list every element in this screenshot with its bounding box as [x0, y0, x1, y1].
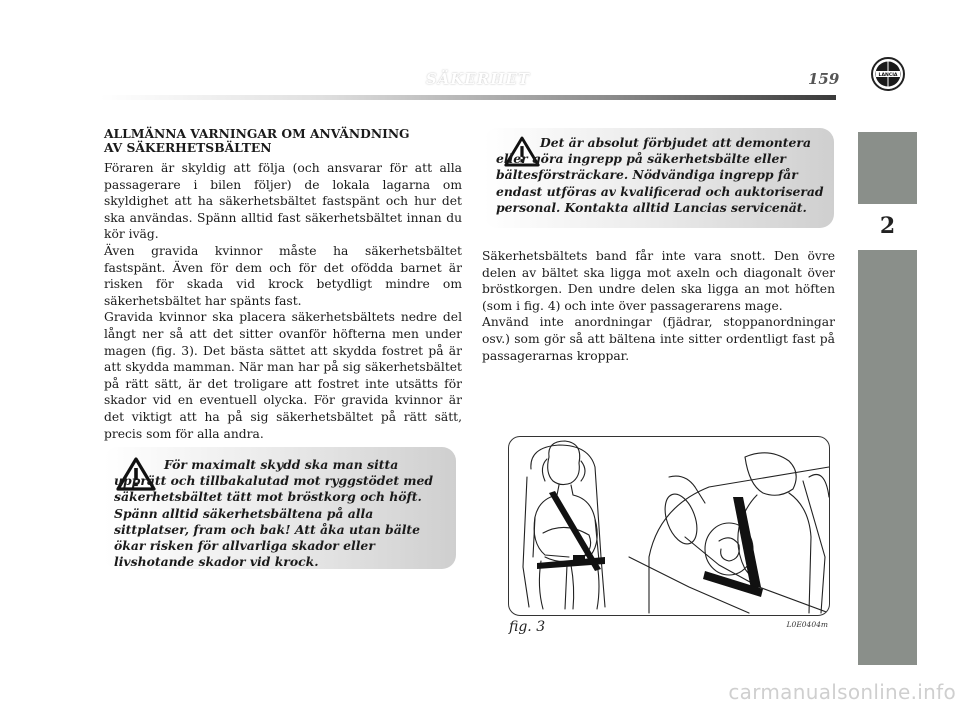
right-column — [482, 248, 835, 364]
warning-text: För maximalt skydd ska man sitta upprätt och tillbakalutad mot ryggstödet med säkerhetsbältet tätt mot bröstkorg och höft. Spänn alltid säkerhetsbältena på alla sittplatser, fram och bak! Att åka utan bälte ökar risken för allvarliga skador eller livshotande skador vid krock. — [114, 457, 434, 570]
paragraph: Även gravida kvinnor måste ha säkerhetsbältet fastspänt. Även för dem och för det ofödda barnet är risken för skada vid krock betydligt mindre om säkerhetsbältet har spänts fast. — [104, 243, 462, 308]
paragraph: Gravida kvinnor ska placera säkerhetsbältets nedre del långt ner så att det sitter ovanför höfterna men under magen (fig. 3). Det bästa sättet att skydda fostret på är att skydda mamman. När man har på sig säkerhetsbältet på rätt sätt, är det troligare att fostret inte utsätts för skador vid en eventuell olycka. För gravida kvinnor är det viktigt att ha på sig säkerhetsbältet på rätt sätt, precis som för alla andra. — [104, 310, 462, 441]
left-column — [104, 127, 462, 442]
paragraph: Säkerhetsbältets band får inte vara snott. Den övre delen av bältet ska ligga mot axeln och diagonalt över bröstkorgen. Den undre delen ska ligga an mot höften (som i fig. 4) och inte över passagerarens mage. — [482, 249, 835, 313]
chapter-sidebar — [858, 44, 917, 665]
heading-line-2: AV SÄKERHETSBÄLTEN — [104, 140, 272, 155]
warning-box — [484, 128, 834, 228]
section-heading — [104, 127, 462, 155]
figure-pregnant-seatbelt — [508, 436, 830, 616]
warning-text: Det är absolut förbjudet att demontera eller göra ingrepp på säkerhetsbälte eller bältesförsträckare. Nödvändiga ingrepp får endast utföras av kvalificerad och auktoriserad personal. Kontakta alltid Lancias servicenät. — [496, 135, 824, 215]
warning-box — [104, 447, 456, 569]
figure-code: L0E0404m — [786, 620, 828, 629]
watermark: carmanualsonline.info — [728, 680, 956, 704]
header-rule — [100, 95, 836, 100]
svg-text:LANCIA: LANCIA — [878, 73, 898, 78]
chapter-tab — [858, 204, 917, 250]
logo-box — [858, 44, 917, 132]
paragraph: Använd inte anordningar (fjädrar, stoppanordningar osv.) som gör så att bältena inte sitter ordentligt fast på passagerarnas kroppar. — [482, 315, 835, 363]
paragraph: Föraren är skyldig att följa (och ansvarar för att alla passagerare i bilen följer) de lokala lagarna om skyldighet att ha säkerhetsbältet fastspänt och hur det ska användas. Spänn alltid fast säkerhetsbältet innan du kör iväg. — [104, 161, 462, 242]
chapter-number: 2 — [879, 213, 896, 239]
lancia-logo-icon — [871, 57, 905, 91]
section-title: SÄKERHET — [425, 70, 531, 88]
heading-line-1: ALLMÄNNA VARNINGAR OM ANVÄNDNING — [104, 126, 410, 141]
figure-caption: fig. 3 — [509, 619, 546, 635]
page-number: 159 — [808, 70, 840, 88]
seatbelt-illustration — [509, 437, 829, 615]
